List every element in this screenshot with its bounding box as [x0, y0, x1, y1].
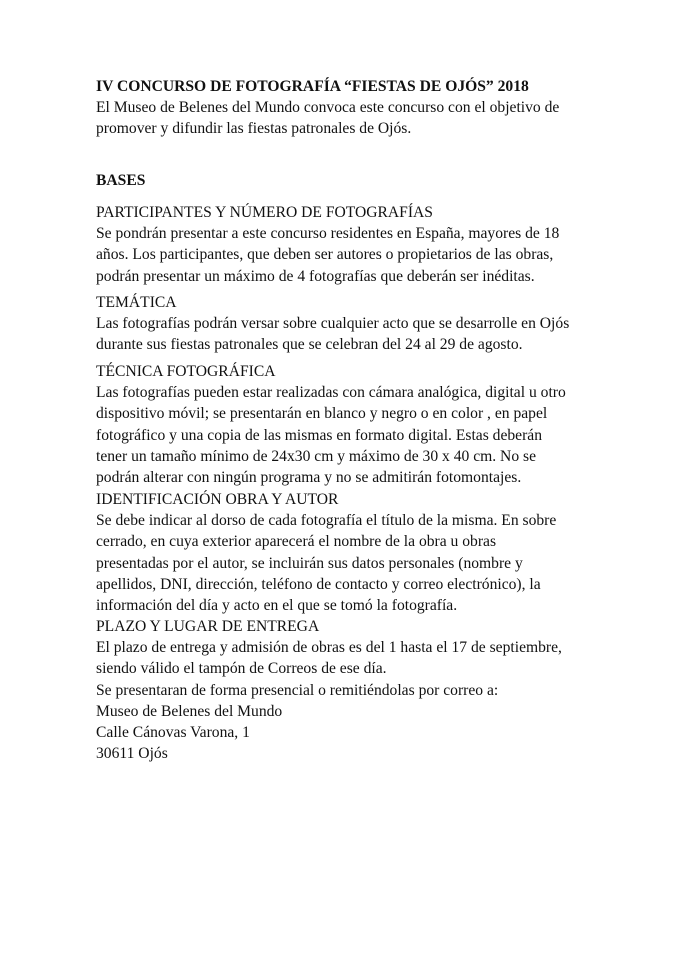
section-line: cerrado, en cuya exterior aparecerá el nombre de la obra u obras — [96, 533, 497, 551]
section-line: Las fotografías podrán versar sobre cualquier acto que se desarrolle en Ojós — [96, 315, 570, 333]
intro-line: El Museo de Belenes del Mundo convoca este concurso con el objetivo de — [96, 99, 560, 117]
section-line: apellidos, DNI, dirección, teléfono de contacto y correo electrónico), la — [96, 575, 541, 593]
section-line: durante sus fiestas patronales que se celebran del 24 al 29 de agosto. — [96, 336, 523, 354]
document-title: IV CONCURSO DE FOTOGRAFÍA “FIESTAS DE OJÓS” 2018 — [96, 78, 529, 95]
section-line: Se debe indicar al dorso de cada fotografía el título de la misma. En sobre — [96, 512, 557, 530]
intro-line: promover y difundir las fiestas patronales de Ojós. — [96, 120, 412, 138]
section-line: tener un tamaño mínimo de 24x30 cm y máximo de 30 x 40 cm. No se — [96, 447, 537, 465]
section-line: presentadas por el autor, se incluirán sus datos personales (nombre y — [96, 554, 523, 572]
section-identificacion — [96, 489, 656, 616]
section-line: Las fotografías pueden estar realizadas con cámara analógica, digital u otro — [96, 384, 566, 402]
section-heading: TÉCNICA FOTOGRÁFICA — [96, 363, 276, 380]
section-heading: PLAZO Y LUGAR DE ENTREGA — [96, 618, 320, 635]
section-line: años. Los participantes, que deben ser autores o propietarios de las obras, — [96, 246, 554, 264]
address-line: 30611 Ojós — [96, 745, 168, 763]
bases-heading: BASES — [96, 172, 146, 189]
section-line: El plazo de entrega y admisión de obras es del 1 hasta el 17 de septiembre, — [96, 639, 562, 657]
section-line: podrán alterar con ningún programa y no se admitirán fotomontajes. — [96, 469, 522, 487]
section-line: podrán presentar un máximo de 4 fotografías que deberán ser inéditas. — [96, 267, 535, 285]
section-plazo — [96, 616, 656, 764]
section-line: información del día y acto en el que se tomó la fotografía. — [96, 597, 458, 615]
intro-block — [96, 76, 656, 140]
address-line: Calle Cánovas Varona, 1 — [96, 724, 250, 742]
address-line: Museo de Belenes del Mundo — [96, 702, 283, 720]
section-participantes — [96, 202, 656, 287]
section-heading: IDENTIFICACIÓN OBRA Y AUTOR — [96, 491, 339, 508]
section-line: Se presentaran de forma presencial o remitiéndolas por correo a: — [96, 681, 499, 699]
section-tematica — [96, 292, 656, 356]
section-line: fotográfico y una copia de las mismas en formato digital. Estas deberán — [96, 426, 543, 444]
section-heading: TEMÁTICA — [96, 294, 177, 311]
section-line: siendo válido el tampón de Correos de ese día. — [96, 660, 387, 678]
section-tecnica — [96, 361, 656, 488]
section-line: dispositivo móvil; se presentarán en blanco y negro o en color , en papel — [96, 405, 548, 423]
section-heading: PARTICIPANTES Y NÚMERO DE FOTOGRAFÍAS — [96, 204, 433, 221]
section-line: Se pondrán presentar a este concurso residentes en España, mayores de 18 — [96, 225, 560, 243]
